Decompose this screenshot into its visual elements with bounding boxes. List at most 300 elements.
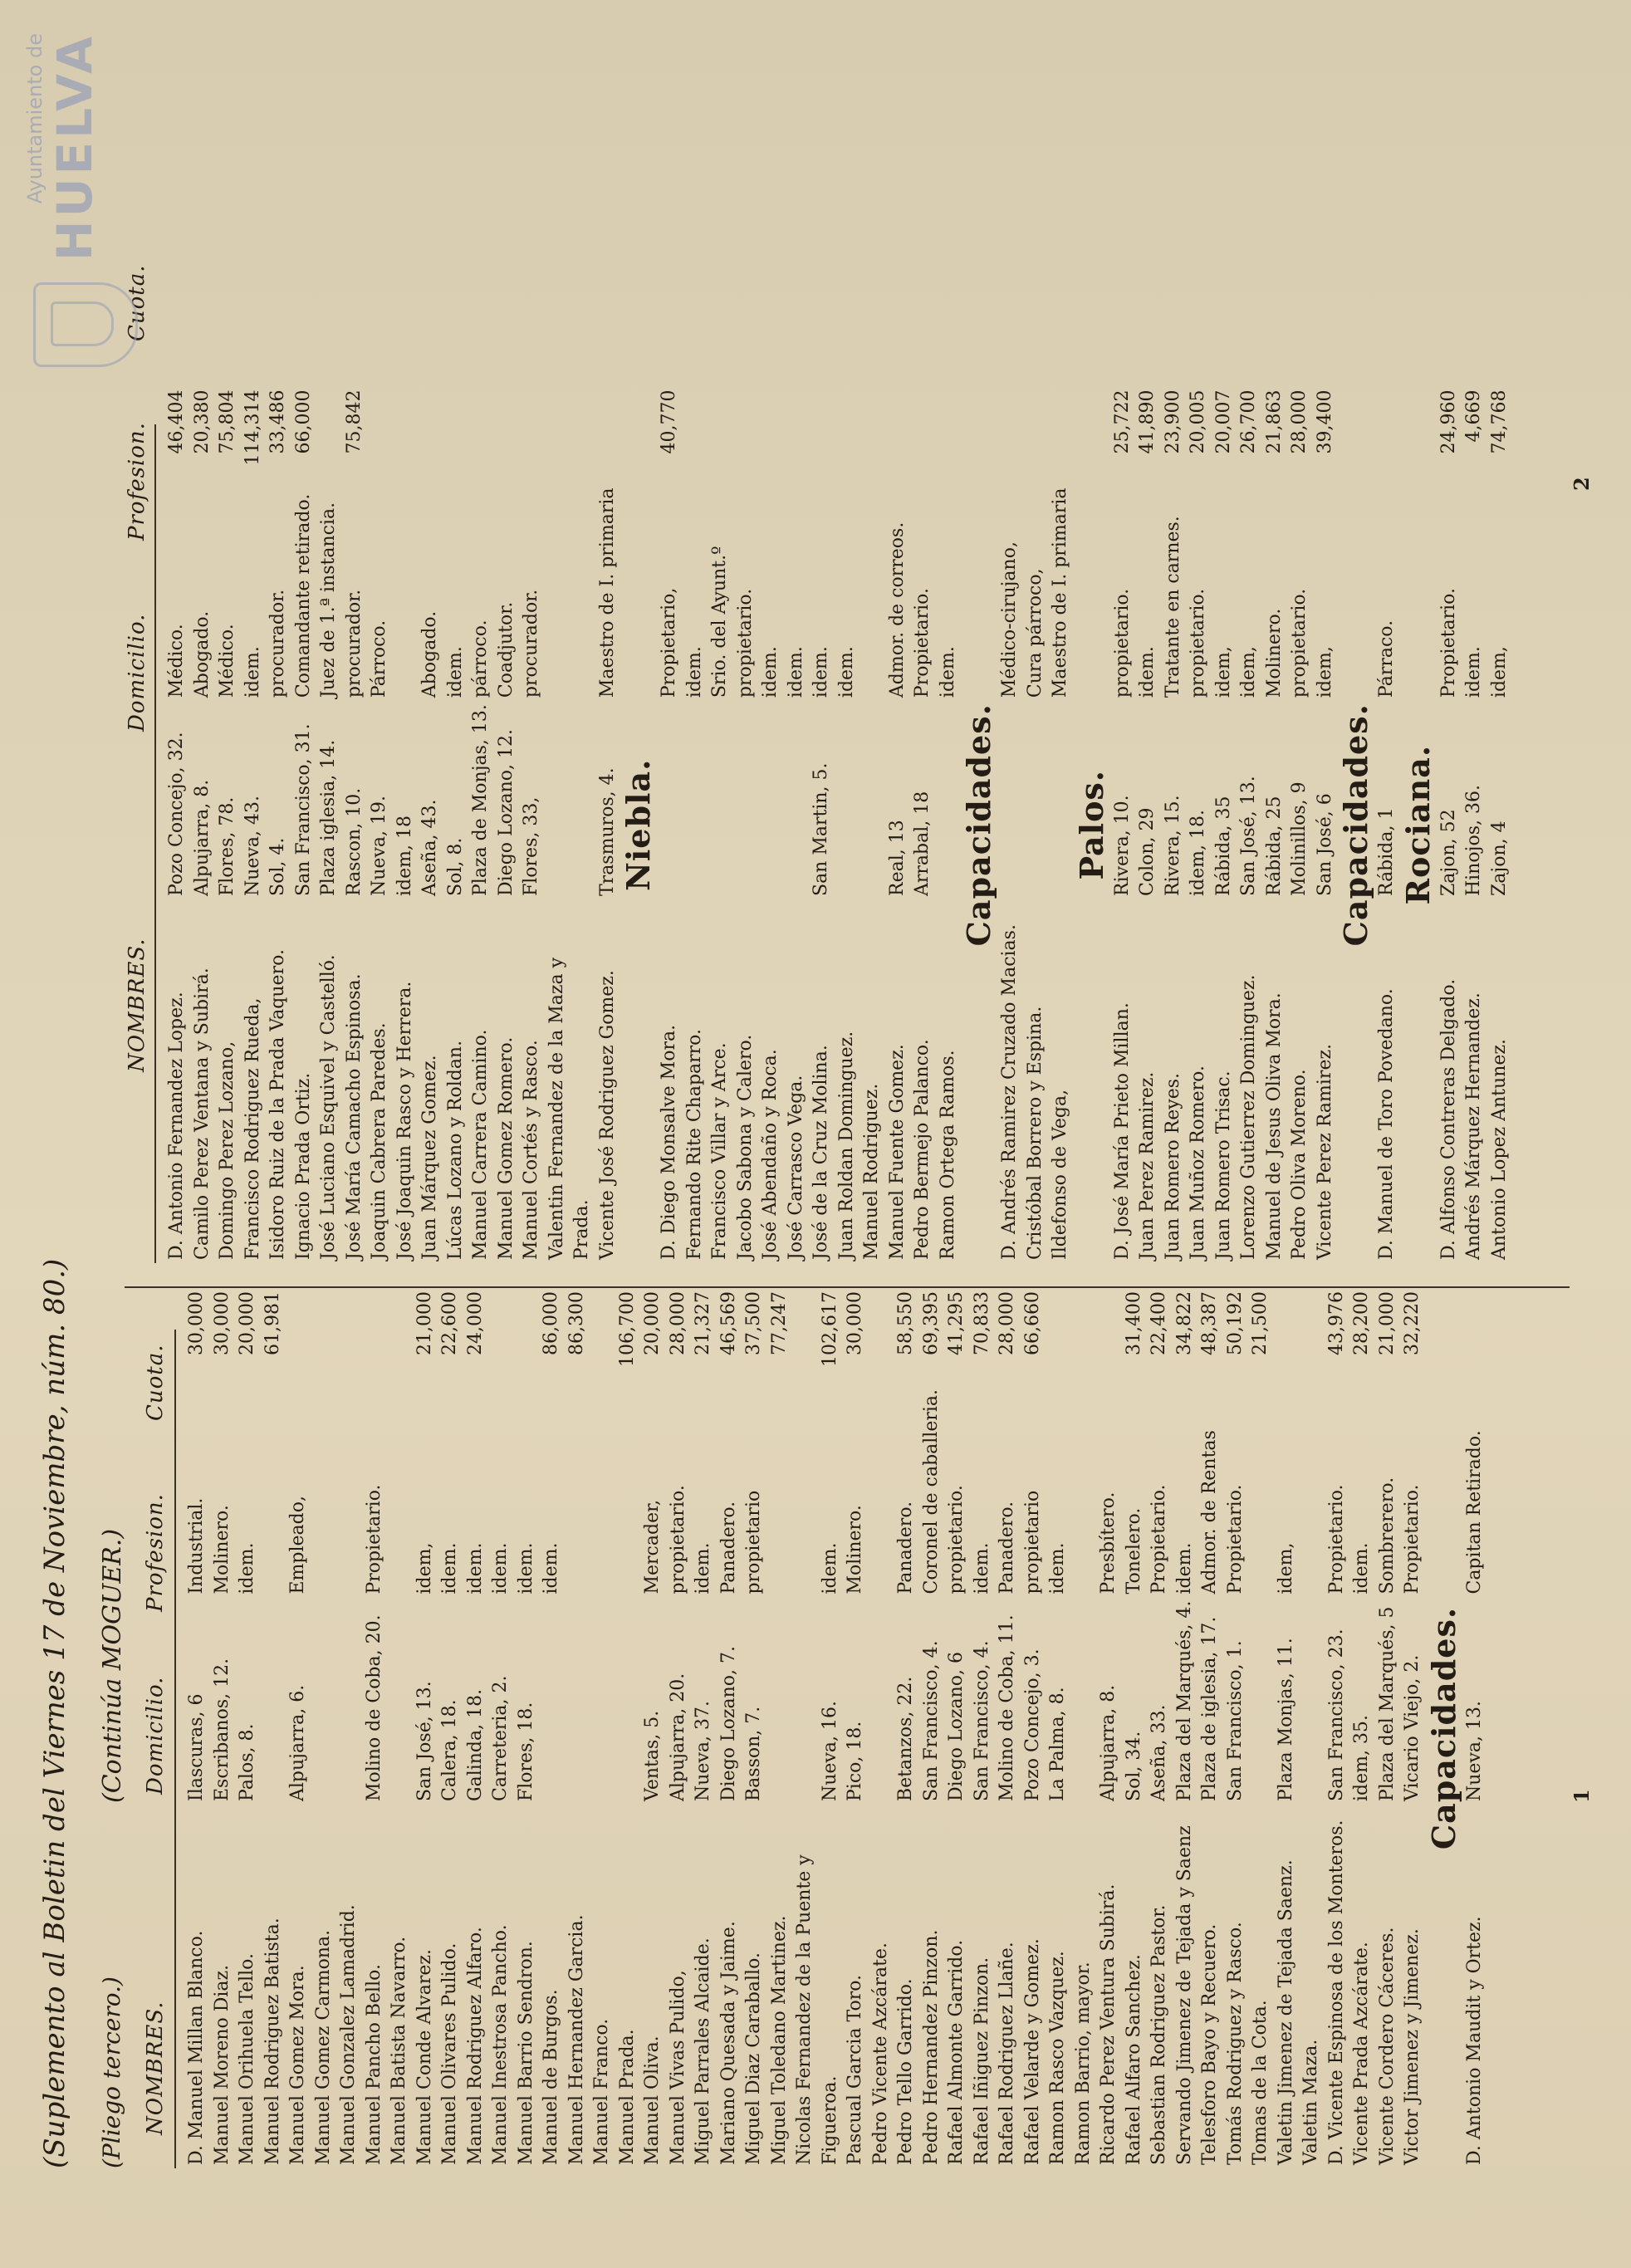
profession-cell (615, 1386, 641, 1598)
name-cell: Manuel Batista Navarro. (389, 1936, 409, 2165)
quota-cell: 33,486 (267, 389, 288, 454)
table-row (367, 386, 393, 1263)
table-row (565, 1288, 590, 2168)
address-cell: San José, 6 (1314, 793, 1335, 896)
quota-cell: 30,000 (186, 1291, 207, 1355)
table-row (1122, 1288, 1148, 2168)
quota-cell: 48,387 (1199, 1291, 1220, 1355)
table-row (1173, 1288, 1198, 2168)
name-cell: Manuel Barrio Sendron. (515, 1941, 536, 2165)
address-cell: Nueva, 13. (1463, 1701, 1485, 1801)
quota-cell (708, 386, 733, 484)
name-cell: José Carrasco Vega. (785, 1075, 806, 1260)
table-row (1023, 386, 1049, 1263)
table-row (1223, 1288, 1249, 2168)
name-cell: Manuel Franco. (591, 2018, 612, 2165)
name-cell: Jacobo Sabona y Calero. (734, 1034, 756, 1260)
address-cell: Molino de Coba, 20. (363, 1614, 384, 1801)
profession-cell: procurador. (343, 589, 365, 698)
profession-cell (860, 484, 885, 701)
quota-cell: 46,404 (166, 389, 187, 454)
name-cell: Camilo Perez Ventana y Subirá. (191, 967, 213, 1260)
address-cell: Nueva, 19. (369, 796, 389, 896)
table-row (190, 386, 216, 1263)
table-row (683, 386, 708, 1263)
table-row (835, 386, 860, 1263)
quota-cell: 28,000 (1289, 389, 1310, 454)
quota-cell: 86,300 (566, 1291, 587, 1355)
quota-cell: 4,669 (1463, 389, 1484, 443)
quota-cell: 114,314 (242, 389, 263, 466)
quota-cell: 70,833 (971, 1291, 992, 1355)
name-cell: Francisco Rodriguez Rueda, (242, 997, 263, 1260)
quota-cell: 23,900 (1162, 389, 1183, 454)
profession-cell: Mercader, (642, 1499, 663, 1594)
quota-cell: 61,981 (262, 1291, 283, 1355)
right-col-cuota: Cuota. (125, 264, 149, 341)
table-row (843, 1288, 869, 2168)
profession-cell (590, 1386, 615, 1598)
address-cell (1248, 1598, 1274, 1805)
quota-cell: 21,000 (1376, 1291, 1398, 1355)
name-cell: Manuel Hernandez Garcia. (566, 1914, 587, 2165)
address-cell: Alpujarra, 8. (191, 779, 213, 896)
quota-cell: 20,000 (642, 1291, 663, 1355)
address-cell: Colon, 29 (1137, 807, 1158, 896)
address-cell (311, 1598, 337, 1805)
right-col-profesion: Profesion. (125, 422, 149, 541)
address-cell: Rábida, 1 (1376, 807, 1397, 896)
address-cell (1071, 1598, 1097, 1805)
name-cell: Pedro Tello Garrido. (895, 1978, 916, 2165)
profession-cell: Coronel de caballeria. (920, 1389, 942, 1594)
address-cell (869, 1598, 894, 1805)
name-cell: Ramon Ortega Ramos. (937, 1050, 958, 1260)
profession-cell (1248, 1386, 1274, 1598)
name-cell: Rafael Alfaro Sanchez. (1123, 1954, 1144, 2165)
quota-cell (488, 1288, 514, 1386)
table-row (468, 386, 494, 1263)
section-heading: Palos. (1072, 769, 1110, 880)
profession-cell: idem. (490, 1542, 511, 1594)
name-cell: Ricardo Perez Ventura Subirá. (1098, 1883, 1119, 2165)
quota-cell (1071, 1288, 1097, 1386)
name-cell: Manuel Gonzalez Lamadrid. (338, 1904, 359, 2165)
address-cell: Carreteria, 2. (490, 1675, 511, 1801)
quota-cell (316, 386, 342, 484)
name-cell: Manuel Gomez Mora. (287, 1965, 308, 2165)
table-row (418, 386, 443, 1263)
quota-cell (418, 386, 443, 484)
address-cell: Rábida, 25 (1263, 796, 1285, 896)
address-cell: Flores, 33, (521, 796, 541, 896)
table-row (936, 386, 962, 1263)
name-cell: Fernando Rite Chaparro. (683, 1028, 705, 1260)
quota-cell: 21,000 (414, 1291, 435, 1355)
table-row (362, 1288, 388, 2168)
name-cell: Manuel Inestrosa Pancho. (490, 1924, 511, 2165)
profession-cell: Propietario. (1438, 588, 1459, 698)
address-cell: Pozo Concejo, 3. (1021, 1648, 1043, 1801)
quota-cell (519, 386, 545, 484)
table-row (519, 386, 545, 1263)
table-row (261, 1288, 287, 2168)
address-cell: San Francisco, 1. (1224, 1640, 1246, 1801)
profession-cell: Abogado. (191, 610, 213, 698)
sheet-label: (Pliego tercero.) (98, 1977, 125, 2168)
quota-cell: 20,380 (191, 389, 213, 454)
name-cell: Vicente José Rodriguez Gomez. (596, 970, 618, 1260)
table-row (1437, 386, 1462, 1263)
quota-cell (286, 1288, 311, 1386)
address-cell: Galinda, 18. (464, 1688, 486, 1801)
table-row (286, 1288, 311, 2168)
right-col-nombres: NOMBRES. (125, 938, 149, 1072)
table-row (413, 1288, 438, 2168)
table-row (1462, 1288, 1488, 2168)
address-cell (835, 701, 860, 899)
quota-cell: 20,007 (1212, 389, 1234, 454)
address-cell: idem, 18 (394, 816, 415, 896)
table-row (164, 386, 190, 1263)
address-cell: Pozo Concejo, 32. (166, 732, 187, 896)
profession-cell: idem. (515, 1542, 536, 1594)
quota-cell (1374, 386, 1400, 484)
table-row (1198, 1288, 1223, 2168)
left-header-rule (174, 1330, 176, 2168)
profession-cell (1071, 1386, 1097, 1598)
table-row (463, 1288, 489, 2168)
table-row (742, 1288, 767, 2168)
section-heading: Capacidades. (1424, 1606, 1462, 1850)
address-cell: Zajon, 52 (1438, 809, 1459, 896)
quota-cell (1274, 1288, 1300, 1386)
address-cell: Diego Lozano, 12. (495, 729, 517, 896)
name-cell: Manuel Moreno Diaz. (211, 1964, 233, 2165)
profession-cell: Industrial. (186, 1497, 207, 1594)
quota-cell: 24,960 (1438, 389, 1459, 454)
address-cell: Ilascuras, 6 (186, 1693, 207, 1801)
quota-cell: 69,395 (920, 1291, 942, 1355)
profession-cell: idem. (242, 646, 263, 698)
name-cell: Joaquin Cabrera Paredes. (369, 1022, 389, 1260)
address-cell: Vicario Viejo, 2. (1402, 1654, 1423, 1801)
name-cell: Manuel Rodriguez. (861, 1083, 882, 1260)
name-cell: José Joaquin Rasco y Herrera. (394, 981, 415, 1260)
address-cell: Diego Lozano, 7. (718, 1646, 739, 1801)
quota-cell: 22,400 (1149, 1291, 1169, 1355)
name-cell: Servando Jimenez de Tejada y Saenz (1173, 1825, 1195, 2165)
profession-cell (311, 1386, 337, 1598)
table-row (1299, 1288, 1325, 2168)
table-row (615, 1288, 641, 2168)
name-cell: José Abendaño y Roca. (760, 1049, 781, 1260)
table-row (894, 1288, 919, 2168)
address-cell: Plaza Monjas, 11. (1275, 1638, 1296, 1801)
address-cell: Rivera, 15. (1162, 795, 1183, 896)
name-cell: Cristóbal Borrero y Espina. (1024, 1006, 1046, 1260)
name-cell: Manuel Rodriguez Alfaro. (464, 1927, 486, 2165)
profession-cell: propietario (743, 1490, 764, 1594)
table-row (733, 386, 759, 1263)
quota-cell: 74,768 (1488, 389, 1510, 454)
profession-cell: Abogado. (419, 610, 440, 698)
profession-cell: Srio. del Ayunt.º (709, 546, 730, 698)
address-cell: Diego Lozano, 6 (946, 1652, 967, 1801)
profession-cell (767, 1386, 793, 1598)
profession-cell: Empleado, (287, 1496, 308, 1594)
name-cell: D. Manuel de Toro Povedano. (1376, 988, 1397, 1260)
quota-cell: 75,842 (343, 389, 365, 454)
quota-cell: 20,005 (1188, 389, 1208, 454)
address-cell: San Francisco, 4. (971, 1640, 992, 1801)
column-divider (125, 1286, 1570, 1288)
address-cell: Alpujarra, 20. (667, 1673, 688, 1801)
table-row (1375, 1288, 1401, 2168)
profession-cell: idem. (439, 1542, 460, 1594)
profession-cell: propietario. (667, 1485, 688, 1594)
name-cell: D. Antonio Fernandez Lopez. (166, 992, 187, 1260)
address-cell (683, 701, 708, 899)
table-row (241, 386, 267, 1263)
address-cell: San Francisco, 31. (292, 723, 314, 896)
table-row (1248, 1288, 1274, 2168)
section-heading: Rociana. (1398, 744, 1437, 905)
quota-cell (387, 1288, 413, 1386)
table-row (336, 1288, 362, 2168)
quota-cell: 58,550 (895, 1291, 916, 1355)
quota-cell (860, 386, 885, 484)
quota-cell: 41,295 (946, 1291, 967, 1355)
address-cell (1299, 1598, 1325, 1805)
right-list (164, 386, 1512, 1263)
name-cell: José de la Cruz Molina. (811, 1045, 831, 1260)
name-cell: Manuel Vivas Pulido, (667, 1970, 688, 2165)
quota-cell: 50,192 (1224, 1291, 1246, 1355)
profession-cell: Propietario. (1402, 1484, 1423, 1594)
section-heading-row (961, 386, 997, 1263)
address-cell: Calera, 18. (439, 1699, 460, 1801)
page-mark-right: 2 (1570, 477, 1594, 491)
address-cell (1023, 701, 1049, 899)
table-row (316, 386, 342, 1263)
table-row (1237, 386, 1262, 1263)
name-cell: Vicente Perez Ramirez. (1314, 1043, 1335, 1260)
table-row (514, 1288, 540, 2168)
section-heading: Niebla. (620, 758, 657, 891)
address-cell (539, 1598, 565, 1805)
left-list (184, 1288, 1487, 2168)
table-row (443, 386, 469, 1263)
address-cell: Real, 13 (886, 820, 908, 896)
profession-cell (1299, 1386, 1325, 1598)
address-cell: Sol, 34. (1123, 1731, 1144, 1801)
quota-cell (1046, 1288, 1071, 1386)
address-cell: Plaza de Monjas, 13. (470, 704, 491, 896)
quota-cell (758, 386, 784, 484)
profession-cell: Propietario. (1224, 1484, 1246, 1594)
profession-cell (792, 1386, 818, 1598)
name-cell: Rafael Iñiguez Pinzon. (971, 1957, 992, 2165)
table-row (995, 1288, 1021, 2168)
quota-cell: 75,804 (217, 389, 238, 454)
table-row (885, 386, 911, 1263)
profession-cell (387, 1386, 413, 1598)
crest-icon (33, 282, 138, 367)
table-row (438, 1288, 463, 2168)
address-cell: idem, 35. (1351, 1715, 1372, 1801)
name-cell: Juan Roldan Dominguez. (835, 1031, 857, 1260)
profession-cell: procurador. (267, 589, 288, 698)
name-cell: Manuel Carrera Camino. (470, 1029, 491, 1260)
table-row (1349, 1288, 1375, 2168)
name-cell: Manuel Gomez Carmona. (312, 1929, 334, 2165)
table-row (387, 1288, 413, 2168)
address-cell: Molinillos, 9 (1289, 781, 1310, 896)
profession-cell: Párroco. (369, 620, 389, 698)
profession-cell: propietario. (946, 1485, 967, 1594)
quota-cell (311, 1288, 337, 1386)
table-row (944, 1288, 970, 2168)
name-cell: Tomás Rodriguez y Rasco. (1224, 1922, 1246, 2165)
name-cell: Francisco Villar y Arce. (709, 1042, 730, 1260)
table-row (1046, 1288, 1071, 2168)
table-row (266, 386, 291, 1263)
address-cell: Ventas, 5. (642, 1710, 663, 1801)
section-heading-row (1426, 1288, 1462, 2168)
profession-cell: propietario. (1111, 588, 1133, 698)
name-cell: D. Andrés Ramirez Cruzado Macias. (999, 924, 1020, 1260)
address-cell: Plaza de iglesia, 17. (1199, 1616, 1220, 1801)
profession-cell: Sombrerero. (1376, 1477, 1398, 1594)
table-row (997, 386, 1023, 1263)
quota-cell (590, 1288, 615, 1386)
table-row (291, 386, 317, 1263)
quota-cell (468, 386, 494, 484)
table-row (657, 386, 683, 1263)
name-cell: Juan Perez Ramirez. (1137, 1071, 1158, 1260)
name-cell: Rafael Almonte Garrido. (946, 1939, 967, 2165)
quota-cell: 28,000 (667, 1291, 688, 1355)
profession-cell: idem. (785, 646, 806, 698)
profession-cell: Párraco. (1376, 620, 1397, 698)
table-row (818, 1288, 844, 2168)
quota-cell: 31,400 (1123, 1291, 1144, 1355)
address-cell (758, 701, 784, 899)
profession-cell: idem. (819, 1542, 840, 1594)
name-cell: Isidoro Ruiz de la Prada Vaquero. (267, 949, 288, 1260)
name-cell: D. Alfonso Contreras Delgado. (1438, 978, 1459, 1260)
name-cell: Rafael Velarde y Gomez. (1021, 1938, 1043, 2165)
name-cell: Juan Muñoz Romero. (1188, 1065, 1208, 1260)
address-cell: San José, 13. (1238, 776, 1259, 896)
table-row (215, 386, 241, 1263)
name-cell: Tomas de la Cota. (1250, 2000, 1271, 2165)
quota-cell: 30,000 (211, 1291, 233, 1355)
profession-cell: Panadero. (997, 1501, 1017, 1594)
profession-cell: Médico. (166, 624, 187, 698)
quota-cell (443, 386, 469, 484)
address-cell: Aseña, 33. (1149, 1704, 1169, 1801)
quota-cell (997, 386, 1023, 484)
name-cell: D. José María Prieto Millan. (1111, 1002, 1133, 1260)
quota-cell (936, 386, 962, 484)
table-row (1135, 386, 1161, 1263)
address-cell (792, 1598, 818, 1805)
section-heading-row (1400, 386, 1437, 1263)
quota-cell (514, 1288, 540, 1386)
quota-cell (683, 386, 708, 484)
profession-cell: idem, (1488, 646, 1510, 698)
table-row (1400, 1288, 1426, 2168)
quota-cell: 24,000 (464, 1291, 486, 1355)
quota-cell: 21,327 (693, 1291, 713, 1355)
name-cell: Miguel Toledano Martinez. (768, 1915, 790, 2165)
quota-cell (885, 386, 911, 484)
profession-cell (545, 484, 571, 701)
name-cell: Prada. (571, 1199, 592, 1260)
name-cell: Ramon Rasco Vazquez. (1047, 1951, 1068, 2165)
profession-cell (570, 484, 595, 701)
name-cell: Manuel Prada. (616, 2029, 638, 2165)
address-cell: San Francisco, 23. (1325, 1629, 1347, 1801)
address-cell: Sol, 8. (444, 837, 466, 896)
profession-cell: Molinero. (1263, 608, 1285, 698)
name-cell: D. Antonio Maudit y Ortez. (1463, 1916, 1485, 2165)
name-cell: Lúcas Lozano y Roldan. (444, 1040, 466, 1260)
profession-cell: idem. (971, 1542, 992, 1594)
address-cell (657, 701, 683, 899)
quota-cell: 102,617 (819, 1291, 840, 1367)
table-row (640, 1288, 666, 2168)
section-heading-row (1338, 386, 1374, 1263)
profession-cell: idem, (1314, 646, 1335, 698)
address-cell: Plaza del Marqués, 4. (1173, 1600, 1195, 1801)
table-row (919, 1288, 945, 2168)
table-row (1274, 1288, 1300, 2168)
address-cell: Arrabal, 18 (912, 791, 933, 896)
profession-cell: propietario (1021, 1490, 1043, 1594)
quota-cell: 43,976 (1325, 1291, 1347, 1355)
quota-cell: 40,770 (659, 389, 679, 454)
name-cell: Victor Jimenez y Jimenez. (1402, 1928, 1423, 2165)
profession-cell: idem. (1173, 1542, 1195, 1594)
quota-cell: 39,400 (1314, 389, 1335, 454)
profession-cell: Panadero. (718, 1501, 739, 1594)
name-cell: Manuel Fuente Gomez. (886, 1044, 908, 1260)
quota-cell (1023, 386, 1049, 484)
address-cell (545, 701, 571, 899)
address-cell: Flores, 78. (217, 796, 238, 896)
address-cell (336, 1598, 362, 1805)
table-row (1462, 386, 1487, 1263)
profession-cell: idem. (1463, 646, 1484, 698)
table-row (595, 386, 621, 1263)
name-cell: Valentin Fernandez de la Maza y (546, 958, 567, 1260)
profession-cell: Admor. de correos. (886, 522, 908, 698)
profession-cell: idem, (1275, 1542, 1296, 1594)
address-cell: Betanzos, 22. (895, 1676, 916, 1801)
right-table (164, 386, 1512, 1263)
left-col-nombres: NOMBRES. (143, 2001, 168, 2135)
profession-cell: Maestro de I. primaria (596, 487, 618, 698)
address-cell: Zajon, 4 (1488, 820, 1510, 896)
profession-cell: idem. (683, 646, 705, 698)
profession-cell: propietario. (734, 588, 756, 698)
name-cell: Pedro Vicente Azcárate. (869, 1942, 891, 2165)
profession-cell: Tratante en carnes. (1162, 516, 1183, 698)
address-cell (767, 1598, 793, 1805)
